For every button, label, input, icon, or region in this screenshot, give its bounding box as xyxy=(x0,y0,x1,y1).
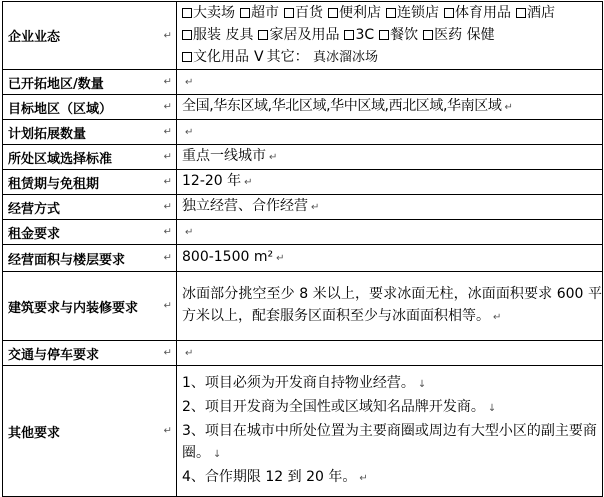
list-item: 1、项目必须为开发商自持物业经营。 ↓ xyxy=(182,375,427,391)
cell-end-mark: ↵ xyxy=(276,253,285,264)
cell-end-mark: ↵ xyxy=(185,77,194,88)
row-region-criteria xyxy=(3,145,603,170)
category-item: 便利店 xyxy=(328,2,381,24)
checkbox-icon xyxy=(344,30,354,40)
value-lease-term: 12-20 年 ↵ xyxy=(177,170,603,195)
row-opened-regions xyxy=(3,70,603,95)
row-planned-count xyxy=(3,120,603,145)
row-area-floor xyxy=(3,245,603,272)
row-target-regions xyxy=(3,95,603,120)
cell-end-mark: ↵ xyxy=(493,312,502,323)
list-item: 4、合作期限 12 到 20 年。 ↵ xyxy=(182,469,368,485)
value-planned-count xyxy=(177,120,603,145)
label-business-type: 企业业态 ↵ xyxy=(3,2,177,70)
cell-end-mark: ↵ xyxy=(163,201,172,213)
cell-end-mark: ↵ xyxy=(359,473,368,484)
row-lease-term xyxy=(3,170,603,195)
category-other: V 其它： 真冰溜冰场 xyxy=(254,49,379,65)
category-item: 医药 保健 xyxy=(423,24,494,46)
value-target-regions: 全国,华东区域,华北区域,华中区域,西北区域,华南区域 ↵ xyxy=(177,95,603,120)
checkbox-icon xyxy=(444,8,454,18)
label-lease-term: 租赁期与免租期 ↵ xyxy=(3,170,177,195)
row-business-type xyxy=(3,2,603,70)
category-item: 3C xyxy=(344,24,374,46)
list-item: 2、项目开发商为全国性或区域知名品牌开发商。 ↓ xyxy=(182,399,497,415)
cell-end-mark: ↵ xyxy=(504,102,513,113)
cell-end-mark: ↵ xyxy=(163,151,172,163)
label-target-regions: 目标地区（区域） ↵ xyxy=(3,95,177,120)
checkbox-icon xyxy=(516,8,526,18)
cell-end-mark: ↵ xyxy=(163,347,172,359)
value-rent-requirement xyxy=(177,220,603,245)
checkbox-icon xyxy=(182,30,192,40)
row-other-requirements xyxy=(3,366,603,497)
category-item: 酒店 xyxy=(516,2,555,24)
checkbox-icon xyxy=(379,30,389,40)
cell-end-mark: ↵ xyxy=(163,101,172,113)
cell-end-mark: ↵ xyxy=(163,126,172,138)
checkbox-icon xyxy=(423,30,433,40)
category-item: 连锁店 xyxy=(386,2,439,24)
value-business-type xyxy=(177,2,603,70)
cell-end-mark: ↵ xyxy=(163,30,172,41)
line-break-mark: ↓ xyxy=(417,379,427,390)
list-item: 3、项目在城市中所处位置为主要商圈或周边有大型小区的副主要商圈。 ↓ xyxy=(182,423,597,461)
other-value: 真冰溜冰场 xyxy=(313,50,379,65)
label-opened-regions: 已开拓地区/数量 ↵ xyxy=(3,70,177,95)
category-item: 家居及用品 xyxy=(258,24,339,46)
value-area-floor: 800-1500 m² ↵ xyxy=(177,245,603,272)
label-area-floor: 经营面积与楼层要求 ↵ xyxy=(3,245,177,272)
value-operation-mode: 独立经营、合作经营 ↵ xyxy=(177,195,603,220)
value-traffic-parking xyxy=(177,341,603,366)
value-opened-regions xyxy=(177,70,603,95)
line-break-mark: ↓ xyxy=(487,403,497,414)
cell-end-mark: ↵ xyxy=(269,152,278,163)
cell-end-mark: ↵ xyxy=(185,127,194,138)
checkbox-icon xyxy=(240,8,250,18)
cell-end-mark: ↵ xyxy=(163,76,172,88)
label-planned-count: 计划拓展数量 ↵ xyxy=(3,120,177,145)
cell-end-mark: ↵ xyxy=(163,176,172,188)
value-building-requirement: 冰面部分挑空至少 8 米以上，要求冰面无柱，冰面面积要求 600 平方米以上，配套服务区面积至少与冰面面积相等。 ↵ xyxy=(177,272,603,341)
cell-end-mark: ↵ xyxy=(163,252,172,264)
label-region-criteria: 所处区域选择标准 ↵ xyxy=(3,145,177,170)
row-building-requirement xyxy=(3,272,603,341)
category-item: 超市 xyxy=(240,2,279,24)
label-traffic-parking: 交通与停车要求 ↵ xyxy=(3,341,177,366)
label-building-requirement: 建筑要求与内装修要求 ↵ xyxy=(3,272,177,341)
v-check-mark: V xyxy=(254,49,264,65)
checkbox-icon xyxy=(328,8,338,18)
cell-end-mark: ↵ xyxy=(311,202,320,213)
cell-end-mark: ↵ xyxy=(163,425,172,437)
cell-end-mark: ↵ xyxy=(163,226,172,238)
cell-end-mark: ↵ xyxy=(163,300,172,312)
category-item: 体育用品 xyxy=(444,2,511,24)
line-break-mark: ↓ xyxy=(213,449,222,460)
category-item: 服装 皮具 xyxy=(182,24,253,46)
checkbox-icon xyxy=(258,30,268,40)
label-other-requirements: 其他要求 ↵ xyxy=(3,366,177,497)
row-traffic-parking xyxy=(3,341,603,366)
cell-end-mark: ↵ xyxy=(185,348,194,359)
category-item: 大卖场 xyxy=(182,2,235,24)
category-item: 餐饮 xyxy=(379,24,418,46)
checkbox-icon xyxy=(182,52,192,62)
value-region-criteria: 重点一线城市 ↵ xyxy=(177,145,603,170)
checkbox-icon xyxy=(182,8,192,18)
category-item: 百货 xyxy=(284,2,323,24)
label-rent-requirement: 租金要求 ↵ xyxy=(3,220,177,245)
cell-end-mark: ↵ xyxy=(185,227,194,238)
requirements-table xyxy=(2,1,603,497)
checkbox-icon xyxy=(284,8,294,18)
value-other-requirements xyxy=(177,366,603,497)
category-item: 文化用品 xyxy=(182,46,249,68)
row-operation-mode xyxy=(3,195,603,220)
checkbox-icon xyxy=(386,8,396,18)
row-rent-requirement xyxy=(3,220,603,245)
label-operation-mode: 经营方式 ↵ xyxy=(3,195,177,220)
cell-end-mark: ↵ xyxy=(244,177,253,188)
